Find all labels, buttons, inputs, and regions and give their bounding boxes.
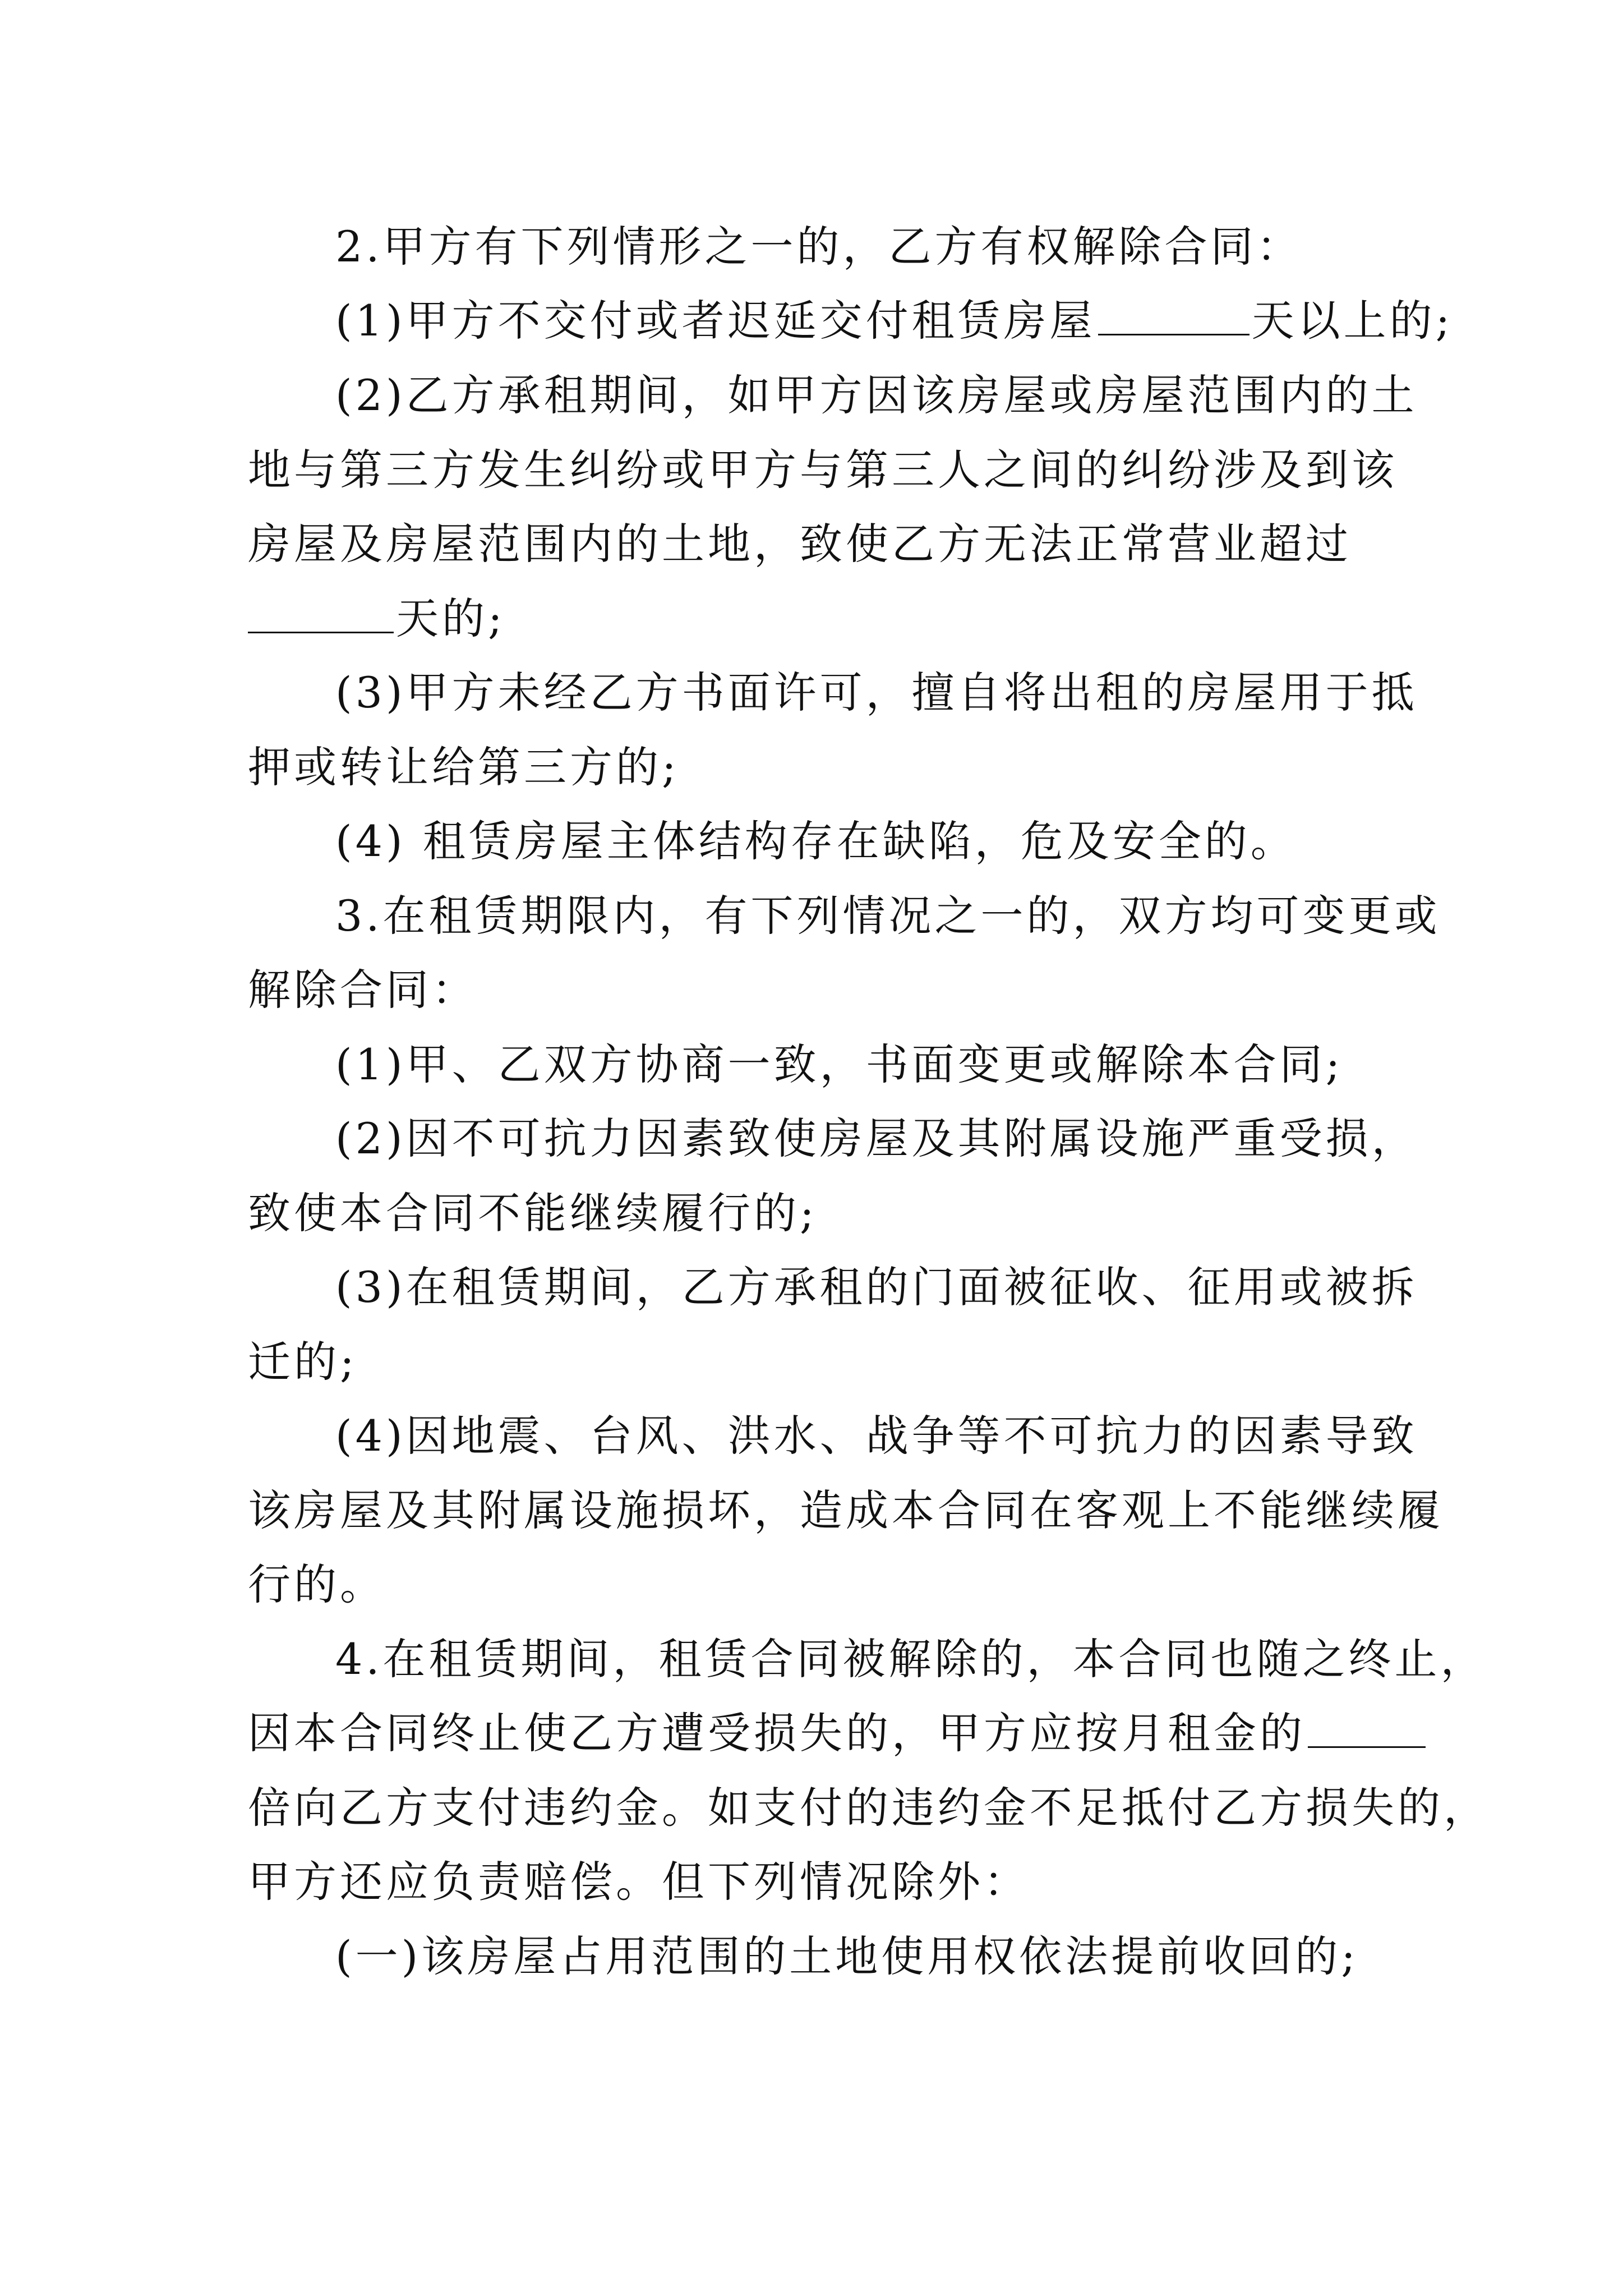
line-text: 3.在租赁期限内，有下列情况之一的，双方均可变更或 <box>335 891 1441 941</box>
text-line <box>248 731 1392 804</box>
line-text: 天以上的; <box>1251 296 1454 346</box>
text-line <box>248 1326 1392 1398</box>
text-line <box>248 1772 1490 1844</box>
text-line <box>335 880 1441 953</box>
blank-field <box>1308 1706 1426 1748</box>
line-text: (1)甲方不交付或者迟延交付租赁房屋 <box>335 296 1096 346</box>
text-line <box>248 1697 1392 1770</box>
blank-field <box>1098 293 1249 335</box>
line-text: (2)因不可抗力因素致使房屋及其附属设施严重受损， <box>335 1114 1418 1163</box>
text-line <box>335 656 1418 729</box>
text-line <box>248 434 1398 507</box>
text-line <box>335 1623 1487 1696</box>
line-text: (3)甲方未经乙方书面许可，擅自将出租的房屋用于抵 <box>335 668 1418 717</box>
line-text: 甲方还应负责赔偿。但下列情况除外： <box>248 1857 1030 1907</box>
line-text: (1)甲、乙双方协商一致，书面变更或解除本合同; <box>335 1039 1344 1089</box>
text-line <box>248 582 1392 655</box>
line-text: 倍向乙方支付违约金。如支付的违约金不足抵付乙方损失的， <box>248 1783 1490 1833</box>
line-text: (2)乙方承租期间，如甲方因该房屋或房屋范围内的土 <box>335 370 1418 420</box>
line-text: 行的。 <box>248 1559 386 1609</box>
line-text: 2.甲方有下列情形之一的，乙方有权解除合同： <box>335 222 1303 272</box>
text-line <box>335 805 1392 878</box>
text-line <box>248 508 1392 581</box>
line-text: 解除合同： <box>248 965 478 1015</box>
line-text: (一)该房屋占用范围的土地使用权依法提前收回的; <box>335 1931 1359 1981</box>
line-text: 地与第三方发生纠纷或甲方与第三人之间的纠纷涉及到该 <box>248 445 1398 495</box>
line-text: 因本合同终止使乙方遭受损失的，甲方应按月租金的 <box>248 1708 1306 1758</box>
text-line <box>248 1548 1392 1621</box>
text-line <box>335 1028 1392 1101</box>
text-line <box>335 1400 1418 1473</box>
text-line <box>335 1920 1392 1993</box>
line-text: 天的; <box>396 593 506 643</box>
line-text: 房屋及房屋范围内的土地，致使乙方无法正常营业超过 <box>248 519 1352 569</box>
text-line <box>248 1474 1444 1547</box>
line-text: (4) 租赁房屋主体结构存在缺陷，危及安全的。 <box>335 816 1297 866</box>
line-text: (3)在租赁期间，乙方承租的门面被征收、征用或被拆 <box>335 1262 1418 1312</box>
text-line <box>335 284 1454 357</box>
text-line <box>335 210 1392 283</box>
line-text: 迁的; <box>248 1337 358 1387</box>
line-text: 押或转让给第三方的; <box>248 742 680 792</box>
blank-field <box>248 591 394 633</box>
line-text: (4)因地震、台风、洪水、战争等不可抗力的因素导致 <box>335 1411 1418 1461</box>
line-text: 致使本合同不能继续履行的; <box>248 1188 818 1238</box>
text-line <box>335 1251 1418 1324</box>
text-line <box>335 1102 1418 1175</box>
text-line <box>248 1177 1392 1250</box>
text-line <box>248 1846 1392 1918</box>
line-text: 该房屋及其附属设施损坏，造成本合同在客观上不能继续履 <box>248 1485 1444 1535</box>
line-text: 4.在租赁期间，租赁合同被解除的，本合同也随之终止， <box>335 1634 1487 1684</box>
text-line <box>248 954 1392 1027</box>
text-line <box>335 359 1418 432</box>
